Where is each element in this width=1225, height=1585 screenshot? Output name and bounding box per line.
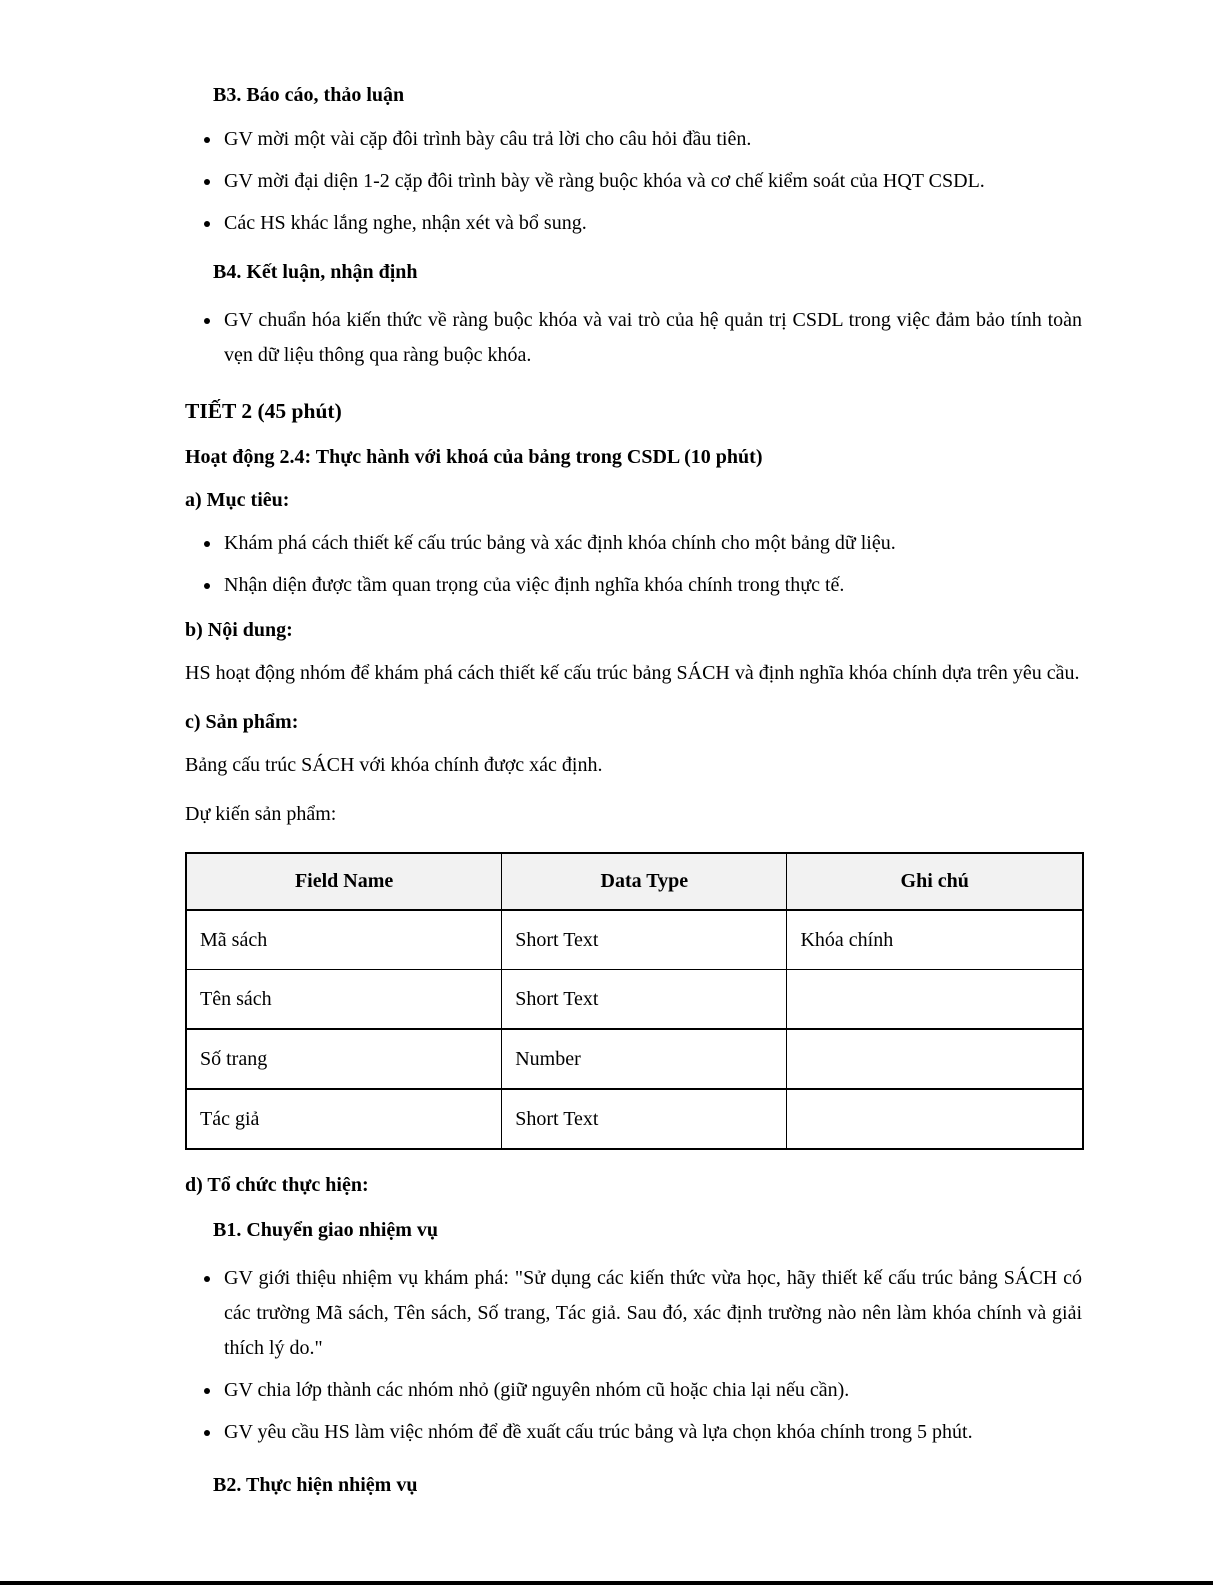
table-cell bbox=[787, 1089, 1083, 1149]
table-cell: Số trang bbox=[186, 1029, 502, 1089]
heading-b4-ket-luan: B4. Kết luận, nhận định bbox=[213, 261, 418, 283]
list-item: • GV mời đại diện 1-2 cặp đôi trình bày về ràng buộc khóa và cơ chế kiểm soát của HQT CSDL. bbox=[222, 168, 1082, 195]
table-row bbox=[186, 910, 1083, 970]
list-item: • Các HS khác lắng nghe, nhận xét và bổ sung. bbox=[222, 210, 1082, 237]
heading-b2-thuc-hien: B2. Thực hiện nhiệm vụ bbox=[213, 1474, 418, 1496]
table-row bbox=[186, 970, 1083, 1030]
table-row bbox=[186, 1089, 1083, 1149]
table-cell bbox=[787, 970, 1083, 1030]
table-cell: Short Text bbox=[502, 970, 787, 1030]
table-header-row bbox=[186, 853, 1083, 910]
heading-b3-bao-cao: B3. Báo cáo, thảo luận bbox=[213, 84, 405, 106]
b1-bullet-list bbox=[185, 1261, 1082, 1450]
label-to-chuc: d) Tổ chức thực hiện: bbox=[185, 1174, 369, 1196]
sach-structure-table bbox=[185, 852, 1084, 1150]
label-san-pham: c) Sản phẩm: bbox=[185, 711, 299, 733]
list-item: • GV giới thiệu nhiệm vụ khám phá: "Sử dụng các kiến thức vừa học, hãy thiết kế cấu trúc bảng SÁCH có các trường Mã sách, Tên sách, Số trang, Tác giả. Sau đó, xác định trường nào nên làm khóa chính và giải thích lý do." bbox=[222, 1261, 1082, 1366]
label-muc-tieu: a) Mục tiêu: bbox=[185, 489, 290, 511]
table-cell: Short Text bbox=[502, 1089, 787, 1149]
heading-b1-chuyen-giao: B1. Chuyển giao nhiệm vụ bbox=[213, 1219, 439, 1241]
page-bottom-divider bbox=[0, 1581, 1213, 1585]
heading-activity-2-4: Hoạt động 2.4: Thực hành với khoá của bảng trong CSDL (10 phút) bbox=[185, 446, 763, 468]
san-pham-paragraph: Bảng cấu trúc SÁCH với khóa chính được xác định. bbox=[185, 754, 603, 776]
list-item: • GV yêu cầu HS làm việc nhóm để đề xuất cấu trúc bảng và lựa chọn khóa chính trong 5 phút. bbox=[222, 1415, 1082, 1450]
table-cell: Short Text bbox=[502, 910, 787, 970]
b4-bullet-list bbox=[185, 303, 1082, 373]
table-cell: Tên sách bbox=[186, 970, 502, 1030]
list-item: • Nhận diện được tầm quan trọng của việc định nghĩa khóa chính trong thực tế. bbox=[222, 572, 1082, 599]
du-kien-paragraph: Dự kiến sản phẩm: bbox=[185, 803, 337, 825]
table-cell: Number bbox=[502, 1029, 787, 1089]
muc-tieu-bullet-list bbox=[185, 530, 1082, 599]
table-cell: Khóa chính bbox=[787, 910, 1083, 970]
table-row bbox=[186, 1029, 1083, 1089]
column-header-ghi-chu: Ghi chú bbox=[787, 853, 1083, 910]
list-item: • GV mời một vài cặp đôi trình bày câu trả lời cho câu hỏi đầu tiên. bbox=[222, 126, 1082, 153]
table-cell: Mã sách bbox=[186, 910, 502, 970]
heading-tiet-2: TIẾT 2 (45 phút) bbox=[185, 399, 342, 423]
noi-dung-paragraph: HS hoạt động nhóm để khám phá cách thiết kế cấu trúc bảng SÁCH và định nghĩa khóa chính dựa trên yêu cầu. bbox=[185, 662, 1080, 684]
label-noi-dung: b) Nội dung: bbox=[185, 619, 293, 641]
b3-bullet-list bbox=[185, 126, 1082, 237]
table-cell bbox=[787, 1029, 1083, 1089]
column-header-data-type: Data Type bbox=[502, 853, 787, 910]
list-item: • GV chuẩn hóa kiến thức về ràng buộc khóa và vai trò của hệ quản trị CSDL trong việc đảm bảo tính toàn vẹn dữ liệu thông qua ràng buộc khóa. bbox=[222, 303, 1082, 373]
document-body bbox=[185, 0, 1082, 1498]
list-item: • GV chia lớp thành các nhóm nhỏ (giữ nguyên nhóm cũ hoặc chia lại nếu cần). bbox=[222, 1373, 1082, 1408]
column-header-field-name: Field Name bbox=[186, 853, 502, 910]
list-item: • Khám phá cách thiết kế cấu trúc bảng và xác định khóa chính cho một bảng dữ liệu. bbox=[222, 530, 1082, 557]
table-cell: Tác giả bbox=[186, 1089, 502, 1149]
